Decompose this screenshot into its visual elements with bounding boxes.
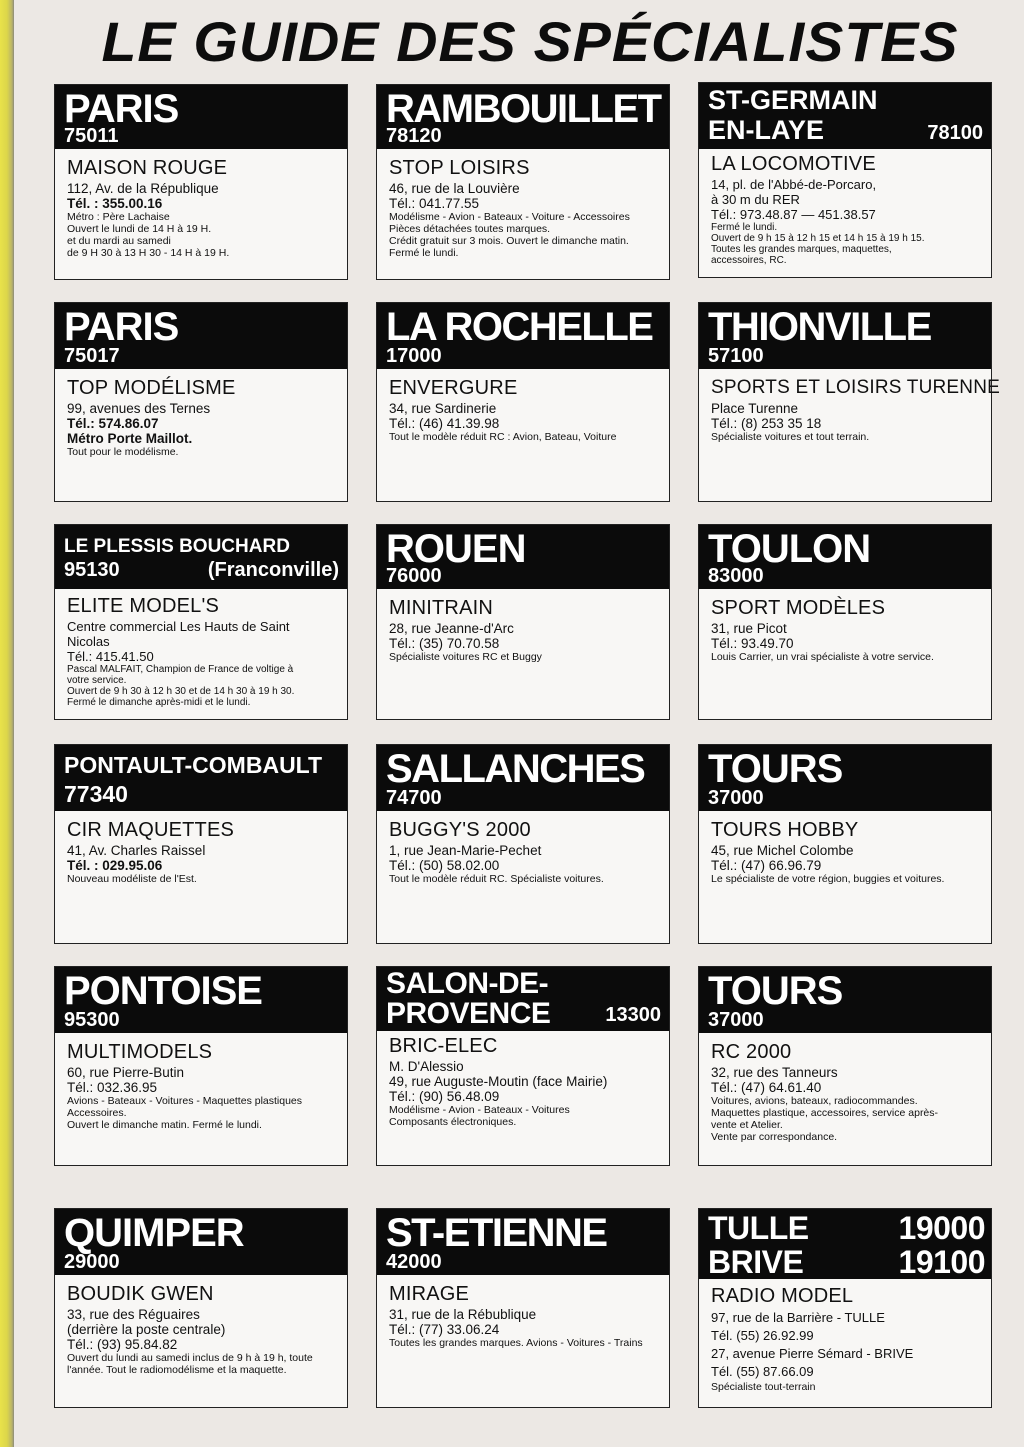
shop-name: ENVERGURE <box>389 377 518 399</box>
phone: Tél.: 973.48.87 — 451.38.57 <box>711 207 876 222</box>
info-line: Ouvert du lundi au samedi inclus de 9 h à 19 h, toute <box>67 1352 313 1364</box>
city-name-line-2: EN-LAYE <box>708 115 825 145</box>
listing-card-le-plessis-bouchard <box>54 524 348 720</box>
postal-code: 75017 <box>64 345 120 367</box>
shop-name: MIRAGE <box>389 1283 470 1305</box>
address: 27, avenue Pierre Sémard - BRIVE <box>711 1346 914 1361</box>
info-line: Fermé le lundi. <box>711 222 778 233</box>
address: Nicolas <box>67 634 110 649</box>
postal-code-note: (Franconville) <box>207 559 339 581</box>
shop-name: SPORTS ET LOISIRS TURENNE <box>711 377 1001 398</box>
shop-name: MULTIMODELS <box>67 1041 213 1063</box>
listing-card-paris-75017 <box>54 302 348 502</box>
info-line: Avions - Bateaux - Voitures - Maquettes plastiques <box>67 1095 303 1107</box>
postal-code-1: 19000 <box>898 1210 985 1246</box>
info-line: Fermé le dimanche après-midi et le lundi. <box>67 697 251 708</box>
info-line: Métro : Père Lachaise <box>67 211 170 223</box>
info-line: Fermé le lundi. <box>389 247 459 259</box>
city-name: LA ROCHELLE <box>386 305 653 349</box>
listing-card-tours-hobby <box>698 744 992 944</box>
card-header <box>699 303 991 369</box>
listing-card-st-germain <box>698 82 992 278</box>
city-name-line-2: PROVENCE <box>386 997 551 1030</box>
info-line: Vente par correspondance. <box>711 1131 838 1143</box>
postal-code: 74700 <box>386 787 442 809</box>
card-header <box>55 1209 347 1275</box>
card-body <box>377 1275 669 1353</box>
shop-name: MINITRAIN <box>389 597 494 619</box>
postal-code: 13300 <box>605 1004 661 1026</box>
listing-card-st-etienne <box>376 1208 670 1408</box>
card-header <box>699 525 991 589</box>
postal-code: 17000 <box>386 345 442 367</box>
postal-code: 57100 <box>708 345 764 367</box>
card-body <box>377 811 669 889</box>
listing-card-rambouillet <box>376 84 670 280</box>
card-body <box>377 369 669 447</box>
info-line: Le spécialiste de votre région, buggies et voitures. <box>711 873 945 885</box>
info-line: de 9 H 30 à 13 H 30 - 14 H à 19 H. <box>67 247 230 259</box>
card-body <box>55 369 347 462</box>
info-line: Pascal MALFAIT, Champion de France de voltige à <box>67 664 294 675</box>
address: 31, rue Picot <box>711 621 787 636</box>
city-name: LE PLESSIS BOUCHARD <box>64 536 290 557</box>
address: (derrière la poste centrale) <box>67 1322 226 1337</box>
info-line: Toutes les grandes marques, maquettes, <box>711 244 892 255</box>
card-header <box>699 1209 991 1279</box>
phone: Tél.: (90) 56.48.09 <box>389 1089 500 1104</box>
card-body <box>55 1275 347 1380</box>
page-title: LE GUIDE DES SPÉCIALISTES <box>101 10 959 73</box>
info-line: Louis Carrier, un vrai spécialiste à votre service. <box>711 651 934 663</box>
city-name: TOURS <box>708 747 843 791</box>
card-body <box>699 369 1001 447</box>
listing-card-pontoise <box>54 966 348 1166</box>
info-line: Ouvert le dimanche matin. Fermé le lundi. <box>67 1119 262 1131</box>
city-name: PONTOISE <box>64 969 262 1013</box>
address: 49, rue Auguste-Moutin (face Mairie) <box>389 1074 608 1089</box>
shop-name: TOURS HOBBY <box>711 819 859 841</box>
card-body <box>699 149 991 270</box>
card-header <box>377 1209 669 1275</box>
city-name: THIONVILLE <box>708 305 931 349</box>
address: 97, rue de la Barrière - TULLE <box>711 1310 885 1325</box>
address: 34, rue Sardinerie <box>389 401 497 416</box>
phone: Tél.: 032.36.95 <box>67 1080 158 1095</box>
info-line: Maquettes plastique, accessoires, service après- <box>711 1107 939 1119</box>
info-line: Toutes les grandes marques. Avions - Voitures - Trains <box>389 1337 643 1349</box>
shop-name: BRIC-ELEC <box>389 1035 498 1057</box>
info-line: et du mardi au samedi <box>67 235 171 247</box>
phone: Tél.: (47) 64.61.40 <box>711 1080 822 1095</box>
card-header <box>377 967 669 1031</box>
info-line: Spécialiste tout-terrain <box>711 1381 816 1393</box>
phone: Tél.: 574.86.07 <box>67 416 159 431</box>
shop-name: SPORT MODÈLES <box>711 597 886 619</box>
city-name-line-1: TULLE <box>708 1210 809 1246</box>
city-name: SALLANCHES <box>386 747 645 791</box>
card-header <box>377 303 669 369</box>
metro: Métro Porte Maillot. <box>67 431 193 446</box>
phone: Tél. : 029.95.06 <box>67 858 163 873</box>
address: 1, rue Jean-Marie-Pechet <box>389 843 542 858</box>
info-line: Accessoires. <box>67 1107 127 1119</box>
city-name-line-1: ST-GERMAIN <box>708 85 878 115</box>
city-name: PARIS <box>64 87 179 131</box>
shop-name: LA LOCOMOTIVE <box>711 153 876 175</box>
shop-name: MAISON ROUGE <box>67 157 228 179</box>
shop-name: RADIO MODEL <box>711 1285 854 1307</box>
address: Place Turenne <box>711 401 799 416</box>
postal-code: 42000 <box>386 1251 442 1273</box>
address: 32, rue des Tanneurs <box>711 1065 838 1080</box>
listing-card-thionville <box>698 302 1001 502</box>
card-header <box>377 525 669 589</box>
listing-card-la-rochelle <box>376 302 670 502</box>
phone: Tél.: (46) 41.39.98 <box>389 416 500 431</box>
postal-code: 75011 <box>64 125 119 147</box>
postal-code: 77340 <box>64 781 128 807</box>
info-line: Spécialiste voitures RC et Buggy <box>389 651 542 663</box>
listing-card-tulle-brive <box>698 1208 992 1408</box>
city-name: QUIMPER <box>64 1211 244 1255</box>
info-line: Nouveau modéliste de l'Est. <box>67 873 197 885</box>
info-line: Crédit gratuit sur 3 mois. Ouvert le dimanche matin. <box>389 235 629 247</box>
postal-code: 37000 <box>708 1009 764 1031</box>
card-body <box>55 811 347 889</box>
info-line: Tout le modèle réduit RC : Avion, Bateau, Voiture <box>389 431 617 443</box>
address: 45, rue Michel Colombe <box>711 843 854 858</box>
phone: Tél.: (77) 33.06.24 <box>389 1322 500 1337</box>
phone: Tél.: 93.49.70 <box>711 636 794 651</box>
postal-code: 83000 <box>708 565 764 587</box>
shop-name: RC 2000 <box>711 1041 792 1063</box>
address: 31, rue de la Rébublique <box>389 1307 537 1322</box>
phone: Tél.: (50) 58.02.00 <box>389 858 500 873</box>
listing-card-paris-75011 <box>54 84 348 280</box>
shop-name: STOP LOISIRS <box>389 157 530 179</box>
postal-code: 76000 <box>386 565 442 587</box>
info-line: Pièces détachées toutes marques. <box>389 223 551 235</box>
phone: Tél.: (47) 66.96.79 <box>711 858 822 873</box>
listing-card-pontault-combault <box>54 744 348 944</box>
postal-code: 29000 <box>64 1251 120 1273</box>
info-line: Voitures, avions, bateaux, radiocommandes. <box>711 1095 918 1107</box>
address: à 30 m du RER <box>711 192 800 207</box>
postal-code: 78120 <box>386 125 442 147</box>
phone: Tél.: (35) 70.70.58 <box>389 636 500 651</box>
info-line: Tout le modèle réduit RC. Spécialiste voitures. <box>389 873 604 885</box>
info-line: Ouvert de 9 h 15 à 12 h 15 et 14 h 15 à 19 h 15. <box>711 233 925 244</box>
info-line: Ouvert de 9 h 30 à 12 h 30 et de 14 h 30 à 19 h 30. <box>67 686 295 697</box>
city-name: ROUEN <box>386 527 526 571</box>
info-line: l'année. Tout le radiomodélisme et la maquette. <box>67 1364 287 1376</box>
city-name: PONTAULT-COMBAULT <box>64 752 323 778</box>
card-header <box>55 303 347 369</box>
postal-code: 95130 <box>64 559 120 581</box>
shop-name: TOP MODÉLISME <box>67 377 236 399</box>
city-name: TOURS <box>708 969 843 1013</box>
shop-name: ELITE MODEL'S <box>67 595 220 617</box>
address: Centre commercial Les Hauts de Saint <box>67 619 290 634</box>
listing-card-sallanches <box>376 744 670 944</box>
postal-code-2: 19100 <box>898 1244 985 1280</box>
phone: Tél.: (93) 95.84.82 <box>67 1337 178 1352</box>
listing-card-rouen <box>376 524 670 720</box>
phone: Tél.: 041.77.55 <box>389 196 480 211</box>
info-line: accessoires, RC. <box>711 255 787 266</box>
card-header <box>55 967 347 1033</box>
card-header <box>699 83 991 149</box>
contact-name: M. D'Alessio <box>389 1059 464 1074</box>
city-name-line-2: BRIVE <box>708 1244 804 1280</box>
address: 33, rue des Réguaires <box>67 1307 200 1322</box>
page-edge-strip <box>0 0 14 1447</box>
postal-code: 37000 <box>708 787 764 809</box>
phone: Tél. : 355.00.16 <box>67 196 163 211</box>
phone: Tél.: 415.41.50 <box>67 649 154 664</box>
info-line: Ouvert le lundi de 14 H à 19 H. <box>67 223 212 235</box>
shop-name: BOUDIK GWEN <box>67 1283 214 1305</box>
shop-name: BUGGY'S 2000 <box>389 819 531 841</box>
card-body <box>377 149 669 263</box>
info-line: Composants électroniques. <box>389 1116 517 1128</box>
address: 99, avenues des Ternes <box>67 401 211 416</box>
card-header <box>377 745 669 811</box>
city-name: ST-ETIENNE <box>386 1211 607 1255</box>
phone: Tél. (55) 26.92.99 <box>711 1328 814 1343</box>
info-line: Spécialiste voitures et tout terrain. <box>711 431 870 443</box>
card-header <box>699 745 991 811</box>
city-name: PARIS <box>64 305 179 349</box>
listing-card-toulon <box>698 524 992 720</box>
card-body <box>55 589 347 712</box>
card-body <box>699 811 991 889</box>
address: 46, rue de la Louvière <box>389 181 520 196</box>
info-line: Modélisme - Avion - Bateaux - Voitures <box>389 1104 570 1116</box>
phone: Tél. (55) 87.66.09 <box>711 1364 814 1379</box>
postal-code: 95300 <box>64 1009 120 1031</box>
info-line: votre service. <box>67 675 127 686</box>
card-header <box>55 85 347 149</box>
card-body <box>55 149 347 263</box>
listing-card-salon-de-provence <box>376 966 670 1166</box>
info-line: vente et Atelier. <box>711 1119 783 1131</box>
address: 14, pl. de l'Abbé-de-Porcaro, <box>711 177 877 192</box>
info-line: Modélisme - Avion - Bateaux - Voiture - Accessoires <box>389 211 630 223</box>
city-name: TOULON <box>708 527 871 571</box>
card-body <box>377 589 669 667</box>
card-header <box>55 525 347 589</box>
address: 60, rue Pierre-Butin <box>67 1065 185 1080</box>
address: 28, rue Jeanne-d'Arc <box>389 621 514 636</box>
card-header <box>377 85 669 149</box>
address: 112, Av. de la République <box>67 181 219 196</box>
city-name-line-1: SALON-DE- <box>386 967 549 1000</box>
card-body <box>699 589 991 667</box>
listing-card-tours-rc-2000 <box>698 966 992 1166</box>
info-line: Tout pour le modélisme. <box>67 446 179 458</box>
card-header <box>55 745 347 811</box>
card-body <box>699 1279 991 1397</box>
shop-name: CIR MAQUETTES <box>67 819 235 841</box>
listing-card-quimper <box>54 1208 348 1408</box>
postal-code: 78100 <box>927 122 983 144</box>
phone: Tél.: (8) 253 35 18 <box>711 416 822 431</box>
card-header <box>699 967 991 1033</box>
address: 41, Av. Charles Raissel <box>67 843 206 858</box>
card-body <box>55 1033 347 1135</box>
card-body <box>377 1031 669 1132</box>
city-name: RAMBOUILLET <box>386 87 661 131</box>
card-body <box>699 1033 991 1147</box>
